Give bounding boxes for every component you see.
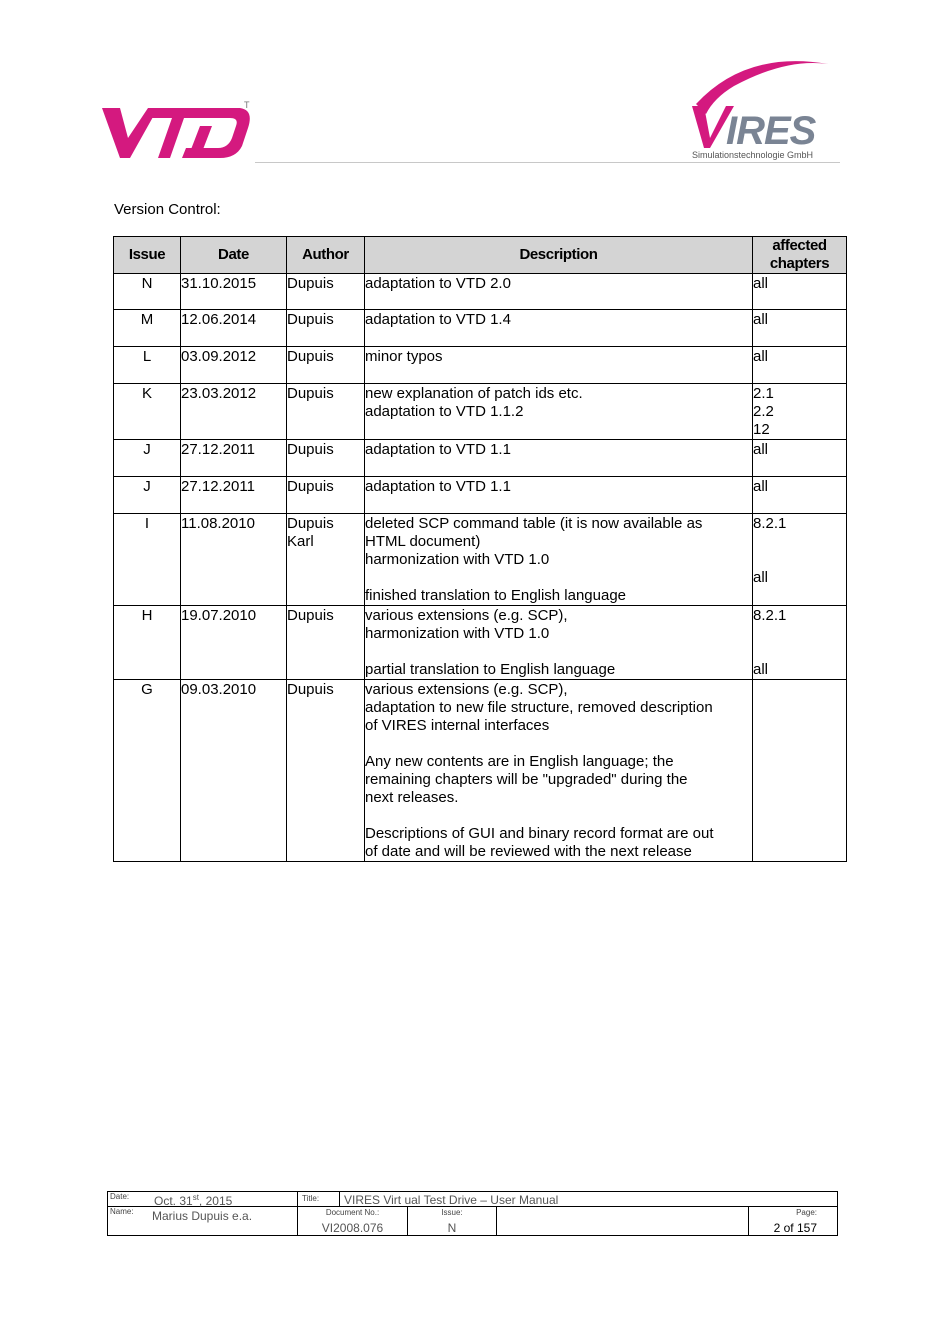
cell-description <box>365 514 753 606</box>
cell-description <box>365 680 753 862</box>
footer-date-cell <box>108 1192 298 1207</box>
footer-docno-cell <box>298 1207 408 1236</box>
cell-chapters <box>753 310 847 347</box>
cell-description <box>365 477 753 514</box>
cell-chapters-line: 8.2.1 <box>753 515 787 532</box>
vtd-logo <box>98 100 258 162</box>
cell-date: 19.07.2010 <box>181 606 287 680</box>
cell-author-line: Dupuis <box>287 607 334 624</box>
cell-issue: I <box>114 514 181 606</box>
cell-description-line: adaptation to VTD 1.1 <box>365 441 511 458</box>
cell-description <box>365 606 753 680</box>
footer-title-cell <box>340 1192 838 1207</box>
cell-chapters-line: all <box>753 478 769 495</box>
cell-issue: G <box>114 680 181 862</box>
footer-page-label: Page: <box>796 1208 817 1217</box>
footer-issue-cell <box>408 1207 497 1236</box>
footer-title-label: Title: <box>302 1194 320 1203</box>
cell-description-line: harmonization with VTD 1.0 <box>365 625 550 642</box>
cell-chapters-line <box>753 533 846 551</box>
cell-chapters-line: 8.2.1 <box>753 607 787 624</box>
header-author: Author <box>287 237 365 274</box>
cell-issue: J <box>114 440 181 477</box>
table-header-row <box>114 237 847 274</box>
table-row <box>114 477 847 514</box>
footer-issue-value: N <box>447 1221 457 1235</box>
table-row <box>114 384 847 440</box>
cell-description-line: Descriptions of GUI and binary record format are out <box>365 825 714 842</box>
svg-text:IRES: IRES <box>726 109 816 153</box>
cell-chapters <box>753 440 847 477</box>
footer-name-cell <box>108 1207 298 1236</box>
footer-page-value: 2 of 157 <box>773 1221 817 1235</box>
cell-date: 23.03.2012 <box>181 384 287 440</box>
version-control-table <box>113 236 847 862</box>
header-date: Date <box>181 237 287 274</box>
cell-chapters <box>753 514 847 606</box>
cell-chapters-line: 2.2 <box>753 403 774 420</box>
cell-description-line: of date and will be reviewed with the next release <box>365 843 692 860</box>
cell-chapters <box>753 384 847 440</box>
cell-author <box>287 606 365 680</box>
cell-description-line: adaptation to VTD 1.4 <box>365 311 511 328</box>
cell-chapters-line: all <box>753 441 769 458</box>
cell-issue: K <box>114 384 181 440</box>
table-row <box>114 440 847 477</box>
cell-description <box>365 310 753 347</box>
section-label: Version Control: <box>114 201 221 218</box>
cell-description-line: adaptation to new file structure, removed description <box>365 699 713 716</box>
cell-author <box>287 274 365 310</box>
header-affected-chapters: affected chapters <box>753 237 847 274</box>
cell-description-line: finished translation to English language <box>365 587 627 604</box>
cell-description-line: of VIRES internal interfaces <box>365 717 550 734</box>
cell-author-line: Dupuis <box>287 275 334 292</box>
cell-date: 27.12.2011 <box>181 477 287 514</box>
header-description: Description <box>365 237 753 274</box>
cell-chapters-line <box>753 625 846 643</box>
cell-author-line: Dupuis <box>287 385 334 402</box>
cell-description <box>365 347 753 384</box>
cell-date: 03.09.2012 <box>181 347 287 384</box>
vires-subtitle: Simulationstechnologie GmbH <box>692 150 814 160</box>
cell-description-line: various extensions (e.g. SCP), <box>365 607 568 624</box>
cell-description-line: adaptation to VTD 1.1 <box>365 478 511 495</box>
cell-description-line: partial translation to English language <box>365 661 616 678</box>
cell-author-line: Dupuis <box>287 478 334 495</box>
cell-description-line: minor typos <box>365 348 443 365</box>
cell-description <box>365 440 753 477</box>
table-row <box>114 274 847 310</box>
cell-author <box>287 310 365 347</box>
footer-table <box>107 1191 838 1236</box>
footer-name-value: Marius Dupuis e.a. <box>152 1209 253 1223</box>
cell-description-line: various extensions (e.g. SCP), <box>365 681 568 698</box>
cell-issue: H <box>114 606 181 680</box>
cell-author <box>287 477 365 514</box>
table-row <box>114 680 847 862</box>
footer-docno-value: VI2008.076 <box>321 1221 384 1235</box>
cell-author-line: Dupuis <box>287 311 334 328</box>
header-issue: Issue <box>114 237 181 274</box>
cell-author-line: Karl <box>287 533 314 550</box>
cell-chapters <box>753 347 847 384</box>
cell-description-line: Any new contents are in English language; the <box>365 753 674 770</box>
cell-issue: L <box>114 347 181 384</box>
cell-date: 11.08.2010 <box>181 514 287 606</box>
footer-title-value: VIRES Virt ual Test Drive – User Manual <box>344 1193 559 1207</box>
cell-description-line <box>365 735 752 753</box>
cell-chapters-line: 12 <box>753 421 770 438</box>
cell-description-line: new explanation of patch ids etc. <box>365 385 583 402</box>
cell-description-line: harmonization with VTD 1.0 <box>365 551 550 568</box>
cell-chapters-line: all <box>753 275 769 292</box>
cell-chapters-line <box>753 551 846 569</box>
table-row <box>114 514 847 606</box>
footer-issue-label: Issue: <box>441 1208 463 1217</box>
cell-chapters <box>753 606 847 680</box>
cell-chapters-line: all <box>753 661 769 678</box>
cell-issue: N <box>114 274 181 310</box>
table-row <box>114 310 847 347</box>
cell-author-line: Dupuis <box>287 515 334 532</box>
footer-title-label-cell <box>298 1192 340 1207</box>
cell-description-line <box>365 569 752 587</box>
cell-chapters-line: all <box>753 311 769 328</box>
header-divider <box>255 162 840 163</box>
cell-description-line <box>365 643 752 661</box>
cell-chapters-line <box>753 643 846 661</box>
cell-author <box>287 384 365 440</box>
cell-date: 31.10.2015 <box>181 274 287 310</box>
cell-date: 27.12.2011 <box>181 440 287 477</box>
cell-description-line <box>365 807 752 825</box>
cell-description-line: HTML document) <box>365 533 481 550</box>
footer-date-value: Oct. 31st, 2015 <box>154 1193 233 1208</box>
cell-description-line: next releases. <box>365 789 459 806</box>
cell-date: 09.03.2010 <box>181 680 287 862</box>
cell-description-line: remaining chapters will be "upgraded" during the <box>365 771 688 788</box>
cell-chapters-line: 2.1 <box>753 385 774 402</box>
cell-description <box>365 274 753 310</box>
cell-chapters-line: all <box>753 569 769 586</box>
cell-description-line: adaptation to VTD 1.1.2 <box>365 403 524 420</box>
table-row <box>114 606 847 680</box>
svg-text:T: T <box>244 100 250 110</box>
cell-chapters-line: all <box>753 348 769 365</box>
cell-description <box>365 384 753 440</box>
cell-author-line: Dupuis <box>287 441 334 458</box>
cell-chapters <box>753 274 847 310</box>
cell-issue: M <box>114 310 181 347</box>
cell-issue: J <box>114 477 181 514</box>
cell-author <box>287 440 365 477</box>
footer-date-label: Date: <box>110 1192 130 1201</box>
cell-description-line: adaptation to VTD 2.0 <box>365 275 511 292</box>
cell-author <box>287 680 365 862</box>
footer-empty-cell <box>497 1207 749 1236</box>
cell-description-line: deleted SCP command table (it is now available as <box>365 515 703 532</box>
cell-date: 12.06.2014 <box>181 310 287 347</box>
cell-chapters <box>753 477 847 514</box>
footer-name-label: Name: <box>110 1207 134 1216</box>
cell-author-line: Dupuis <box>287 681 334 698</box>
cell-author-line: Dupuis <box>287 348 334 365</box>
table-row <box>114 347 847 384</box>
cell-author <box>287 514 365 606</box>
footer-page-cell <box>749 1207 838 1236</box>
cell-chapters <box>753 680 847 862</box>
footer-docno-label: Document No.: <box>325 1208 380 1217</box>
cell-author <box>287 347 365 384</box>
